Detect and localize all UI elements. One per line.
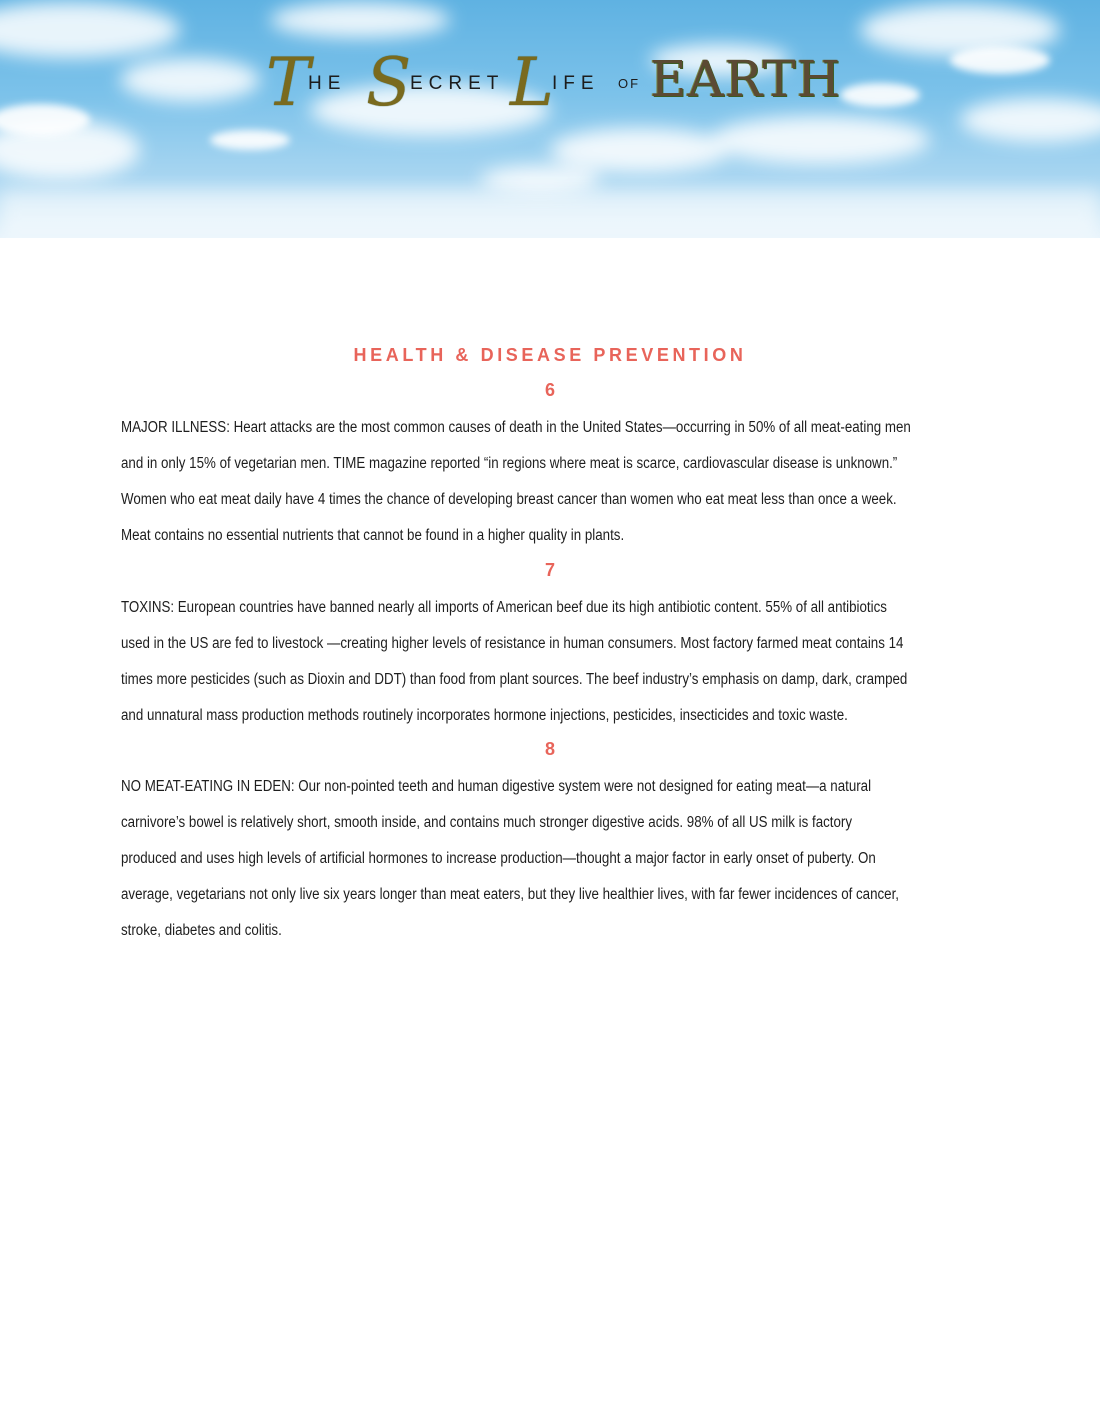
item-paragraph	[121, 769, 985, 949]
paragraph-line: produced and uses high levels of artificial hormones to increase production—thought a major factor in early onset of puberty. On	[121, 850, 876, 867]
paragraph-line: times more pesticides (such as Dioxin and DDT) than food from plant sources. The beef industry’s emphasis on damp, dark, cramped	[121, 671, 908, 688]
paragraph-line: used in the US are fed to livestock —creating higher levels of resistance in human consumers. Most factory farmed meat contains 14	[121, 635, 904, 652]
paragraph-line: MAJOR ILLNESS: Heart attacks are the most common causes of death in the United States—occurring in 50% of all meat-eating men	[121, 419, 911, 436]
logo-earth-text: EARTH	[650, 50, 842, 108]
paragraph-line: and unnatural mass production methods routinely incorporates hormone injections, pesticides, insecticides and toxic waste.	[121, 707, 848, 724]
paragraph-line: and in only 15% of vegetarian men. TIME magazine reported “in regions where meat is scarce, cardiovascular disease is unknown.”	[121, 455, 898, 472]
paragraph-line: Meat contains no essential nutrients that cannot be found in a higher quality in plants.	[121, 527, 625, 544]
paragraph-line: TOXINS: European countries have banned nearly all imports of American beef due its high antibiotic content. 55% of all antibiotics	[121, 599, 887, 616]
item-paragraph	[121, 590, 985, 734]
paragraph-line: average, vegetarians not only live six years longer than meat eaters, but they live healthier lives, with far fewer incidences of cancer,	[121, 886, 899, 903]
item-number: 6	[544, 380, 555, 400]
paragraph-line: stroke, diabetes and colitis.	[121, 922, 282, 939]
logo-the-initial: T	[266, 44, 311, 121]
logo-life-initial: L	[510, 44, 554, 121]
paragraph-line: NO MEAT-EATING IN EDEN: Our non-pointed teeth and human digestive system were not designed for eating meat—a natural	[121, 778, 872, 795]
item-paragraph	[121, 410, 985, 554]
the-secret-life-of-earth-logo	[266, 44, 842, 121]
logo-secret-text: ECRET	[410, 73, 505, 94]
item-number: 7	[544, 560, 555, 580]
logo-secret-initial: S	[366, 44, 412, 121]
logo-life-text: IFE	[552, 73, 600, 94]
logo-of-text: OF	[618, 76, 641, 91]
item-number: 8	[544, 739, 555, 759]
logo-the-text: HE	[308, 73, 347, 94]
paragraph-line: Women who eat meat daily have 4 times the chance of developing breast cancer than women who eat meat less than once a week.	[121, 491, 897, 508]
paragraph-line: carnivore’s bowel is relatively short, smooth inside, and contains much stronger digestive acids. 98% of all US milk is factory	[121, 814, 853, 831]
section-title: HEALTH & DISEASE PREVENTION	[353, 345, 747, 365]
sky-header-banner	[0, 0, 1100, 238]
